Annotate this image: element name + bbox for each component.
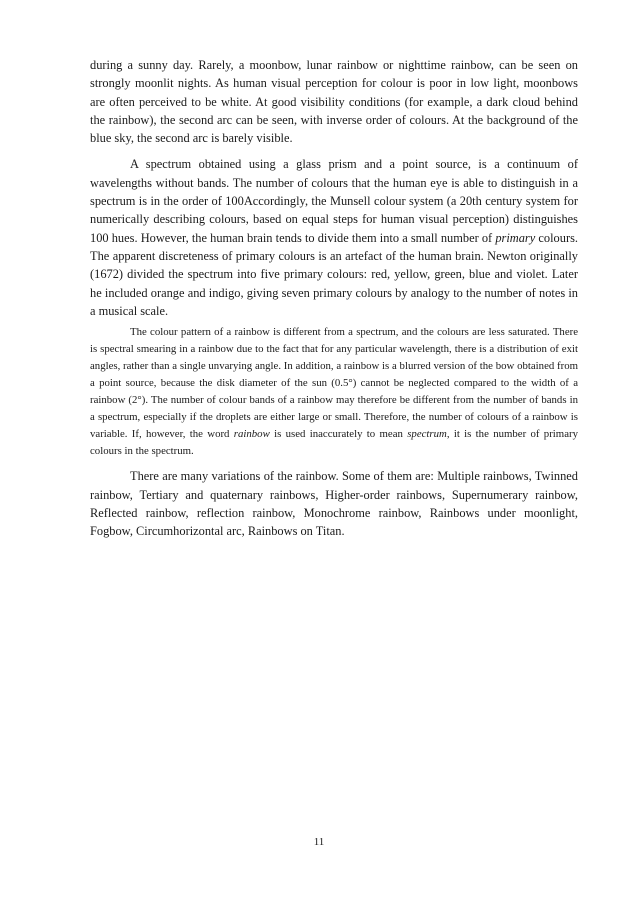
paragraph-spectrum <box>90 155 578 320</box>
paragraph-colour-pattern <box>90 324 578 459</box>
paragraph-colour-pattern-text-b: is used inaccurately to mean <box>269 427 408 440</box>
paragraph-variations-text: There are many variations of the rainbow. Some of them are: Multiple rainbows, Twinned rainbow, Tertiary and quaternary rainbows, Higher-order rainbows, Supernumerary rainbow, Reflected rainbow, reflection rainbow, Monochrome rainbow, Rainbows under moonlight, Fogbow, Circumhorizontal arc, Rainbows on Titan. <box>90 469 578 539</box>
paragraph-colour-pattern-text-a: The colour pattern of a rainbow is different from a spectrum, and the colours are less saturated. There is spectral smearing in a rainbow due to the fact that for any particular wavelength, there is a distribution of exit angles, rather than a single unvarying angle. In addition, a rainbow is a blurred version of the bow obtained from a point source, because the disk diameter of the sun (0.5°) cannot be neglected compared to the width of a rainbow (2°). The number of colour bands of a rainbow may therefore be different from the number of bands in a spectrum, especially if the droplets are either large or small. Therefore, the number of colours of a rainbow is variable. If, however, the word <box>90 326 578 440</box>
emphasis-primary: primary <box>495 230 536 245</box>
page-number: 11 <box>313 836 325 848</box>
paragraph-spectrum-text-b: colours. The apparent discreteness of primary colours is an artefact of the human brain. Newton originally (1672) divided the spectrum into five primary colours: red, yellow, green, blue and violet. Later he included orange and indigo, giving seven primary colours by analogy to the number of notes in a musical scale. <box>90 230 578 318</box>
emphasis-rainbow: rainbow <box>233 427 270 440</box>
paragraph-colour-pattern-text-c: , it is the number of primary colours in the spectrum. <box>90 427 578 457</box>
page-body <box>90 56 578 541</box>
paragraph-variations <box>90 467 578 540</box>
paragraph-moonbow-text: during a sunny day. Rarely, a moonbow, lunar rainbow or nighttime rainbow, can be seen on strongly moonlit nights. As human visual perception for colour is poor in low light, moonbows are often perceived to be white. At good visibility conditions (for example, a dark cloud behind the rainbow), the second arc can be seen, with inverse order of colours. At the background of the blue sky, the second arc is barely visible. <box>90 58 578 146</box>
paragraph-spectrum-text-a: A spectrum obtained using a glass prism and a point source, is a continuum of wavelengths without bands. The number of colours that the human eye is able to distinguish in a spectrum is in the order of 100Accordingly, the Munsell colour system (a 20th century system for numerically describing colours, based on equal steps for human visual perception) distinguishes 100 hues. However, the human brain tends to divide them into a small number of <box>90 157 578 245</box>
paragraph-moonbow <box>90 56 578 147</box>
emphasis-spectrum: spectrum <box>407 427 447 440</box>
